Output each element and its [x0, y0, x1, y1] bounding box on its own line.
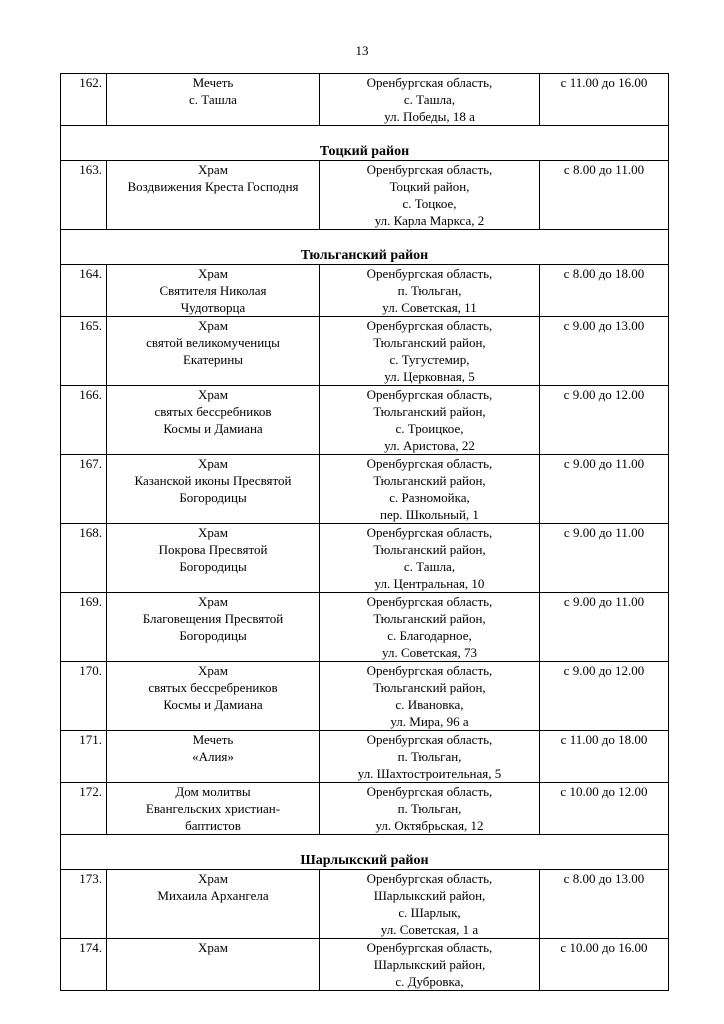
table-body: [61, 74, 669, 991]
address-line: с. Тугустемир,: [389, 352, 470, 367]
service-hours: с 9.00 до 11.00: [540, 455, 669, 524]
table-row: [61, 662, 669, 731]
name-line: «Алия»: [192, 749, 234, 764]
name-line: Благовещения Пресвятой: [142, 611, 284, 626]
name-line: Богородицы: [179, 628, 247, 643]
service-hours: с 9.00 до 12.00: [540, 662, 669, 731]
places-of-worship-table: [60, 73, 669, 991]
address-line: Оренбургская область,: [366, 732, 493, 747]
row-number: 168.: [61, 524, 107, 593]
table-row: [61, 161, 669, 230]
district-section-row: [61, 230, 669, 265]
name-line: Покрова Пресвятой: [158, 542, 268, 557]
address: [320, 455, 540, 524]
address-line: Тоцкий район,: [389, 179, 470, 194]
worship-place-name: [107, 524, 320, 593]
address-line: Тюльганский район,: [373, 611, 486, 626]
address-line: Оренбургская область,: [366, 871, 493, 886]
address-line: Оренбургская область,: [366, 594, 493, 609]
service-hours: с 10.00 до 12.00: [540, 783, 669, 835]
address: [320, 265, 540, 317]
address-line: ул. Мира, 96 а: [390, 714, 469, 729]
table-row: [61, 265, 669, 317]
address: [320, 731, 540, 783]
worship-place-name: [107, 161, 320, 230]
name-line: Храм: [198, 940, 228, 955]
district-section-title: Тюльганский район: [61, 230, 669, 265]
address-line: ул. Победы, 18 а: [384, 109, 475, 124]
table-row: [61, 386, 669, 455]
name-line: Михаила Архангела: [157, 888, 269, 903]
worship-place-name: [107, 455, 320, 524]
address-line: ул. Центральная, 10: [374, 576, 485, 591]
row-number: 172.: [61, 783, 107, 835]
address-line: Тюльганский район,: [373, 542, 486, 557]
address-line: ул. Карла Маркса, 2: [374, 213, 485, 228]
address-line: Оренбургская область,: [366, 162, 493, 177]
name-line: Дом молитвы: [175, 784, 251, 799]
page-number: 13: [355, 43, 369, 58]
service-hours: с 8.00 до 11.00: [540, 161, 669, 230]
worship-place-name: [107, 593, 320, 662]
district-section-title: Шарлыкский район: [61, 835, 669, 870]
address-line: с. Ташла,: [403, 92, 456, 107]
name-line: Чудотворца: [180, 300, 246, 315]
address-line: Оренбургская область,: [366, 456, 493, 471]
table-row: [61, 593, 669, 662]
row-number: 170.: [61, 662, 107, 731]
address-line: ул. Аристова, 22: [384, 438, 475, 453]
worship-place-name: [107, 317, 320, 386]
address: [320, 939, 540, 991]
address-line: Тюльганский район,: [373, 404, 486, 419]
address-line: Оренбургская область,: [366, 318, 493, 333]
district-section-row: [61, 126, 669, 161]
name-line: Храм: [198, 663, 228, 678]
table-row: [61, 731, 669, 783]
address-line: Тюльганский район,: [373, 473, 486, 488]
worship-place-name: [107, 731, 320, 783]
address: [320, 783, 540, 835]
worship-place-name: [107, 662, 320, 731]
name-line: баптистов: [185, 818, 241, 833]
name-line: Храм: [198, 318, 228, 333]
address-line: с. Благодарное,: [387, 628, 472, 643]
address-line: с. Разномойка,: [389, 490, 470, 505]
name-line: святых бессребреников: [148, 680, 278, 695]
worship-place-name: [107, 870, 320, 939]
address: [320, 317, 540, 386]
address-line: ул. Церковная, 5: [384, 369, 475, 384]
service-hours: с 9.00 до 13.00: [540, 317, 669, 386]
row-number: 163.: [61, 161, 107, 230]
service-hours: с 10.00 до 16.00: [540, 939, 669, 991]
address-line: Оренбургская область,: [366, 940, 493, 955]
name-line: Мечеть: [192, 75, 234, 90]
row-number: 167.: [61, 455, 107, 524]
address-line: с. Ташла,: [403, 559, 456, 574]
name-line: Храм: [198, 162, 228, 177]
name-line: Храм: [198, 594, 228, 609]
address-line: Оренбургская область,: [366, 663, 493, 678]
address: [320, 74, 540, 126]
row-number: 164.: [61, 265, 107, 317]
district-section-row: [61, 835, 669, 870]
service-hours: с 9.00 до 12.00: [540, 386, 669, 455]
service-hours: с 9.00 до 11.00: [540, 524, 669, 593]
name-line: святой великомученицы: [146, 335, 280, 350]
name-line: Мечеть: [192, 732, 234, 747]
address-line: ул. Октябрьская, 12: [375, 818, 484, 833]
name-line: святых бессребников: [154, 404, 272, 419]
address-line: Шарлыкский район,: [373, 888, 486, 903]
service-hours: с 11.00 до 16.00: [540, 74, 669, 126]
address-line: с. Дубровка,: [395, 974, 464, 989]
name-line: Храм: [198, 456, 228, 471]
service-hours: с 8.00 до 18.00: [540, 265, 669, 317]
district-section-title: Тоцкий район: [61, 126, 669, 161]
row-number: 166.: [61, 386, 107, 455]
address-line: с. Троицкое,: [395, 421, 464, 436]
address-line: Оренбургская область,: [366, 75, 493, 90]
table-row: [61, 74, 669, 126]
address-line: с. Ивановка,: [395, 697, 464, 712]
address-line: п. Тюльган,: [397, 801, 462, 816]
name-line: Храм: [198, 525, 228, 540]
address-line: Оренбургская область,: [366, 525, 493, 540]
address-line: Тюльганский район,: [373, 680, 486, 695]
name-line: Екатерины: [182, 352, 244, 367]
worship-place-name: [107, 783, 320, 835]
address-line: п. Тюльган,: [397, 283, 462, 298]
table-row: [61, 870, 669, 939]
table-row: [61, 455, 669, 524]
worship-place-name: [107, 265, 320, 317]
row-number: 162.: [61, 74, 107, 126]
address-line: Оренбургская область,: [366, 784, 493, 799]
service-hours: с 11.00 до 18.00: [540, 731, 669, 783]
name-line: Космы и Дамиана: [163, 697, 263, 712]
address-line: ул. Советская, 73: [382, 645, 477, 660]
address-line: пер. Школьный, 1: [380, 507, 479, 522]
address-line: ул. Советская, 1 а: [380, 922, 479, 937]
address: [320, 386, 540, 455]
table-row: [61, 939, 669, 991]
address: [320, 593, 540, 662]
name-line: Евангельских христиан-: [145, 801, 281, 816]
service-hours: с 8.00 до 13.00: [540, 870, 669, 939]
table-row: [61, 524, 669, 593]
worship-place-name: [107, 74, 320, 126]
address-line: с. Шарлык,: [398, 905, 461, 920]
address: [320, 870, 540, 939]
service-hours: с 9.00 до 11.00: [540, 593, 669, 662]
row-number: 169.: [61, 593, 107, 662]
name-line: Богородицы: [179, 559, 247, 574]
worship-place-name: [107, 386, 320, 455]
address-line: п. Тюльган,: [397, 749, 462, 764]
address-line: Оренбургская область,: [366, 266, 493, 281]
address: [320, 524, 540, 593]
address-line: Шарлыкский район,: [373, 957, 486, 972]
name-line: Космы и Дамиана: [163, 421, 263, 436]
row-number: 173.: [61, 870, 107, 939]
table-row: [61, 783, 669, 835]
name-line: Храм: [198, 871, 228, 886]
name-line: Казанской иконы Пресвятой: [134, 473, 292, 488]
name-line: Храм: [198, 387, 228, 402]
name-line: Воздвижения Креста Господня: [127, 179, 299, 194]
row-number: 165.: [61, 317, 107, 386]
address: [320, 161, 540, 230]
worship-place-name: [107, 939, 320, 991]
address-line: ул. Советская, 11: [382, 300, 477, 315]
name-line: Храм: [198, 266, 228, 281]
address-line: Оренбургская область,: [366, 387, 493, 402]
row-number: 171.: [61, 731, 107, 783]
address-line: ул. Шахтостроительная, 5: [357, 766, 502, 781]
name-line: Богородицы: [179, 490, 247, 505]
row-number: 174.: [61, 939, 107, 991]
name-line: Святителя Николая: [159, 283, 267, 298]
address-line: Тюльганский район,: [373, 335, 486, 350]
address-line: с. Тоцкое,: [402, 196, 457, 211]
address: [320, 662, 540, 731]
name-line: с. Ташла: [189, 92, 237, 107]
table-row: [61, 317, 669, 386]
